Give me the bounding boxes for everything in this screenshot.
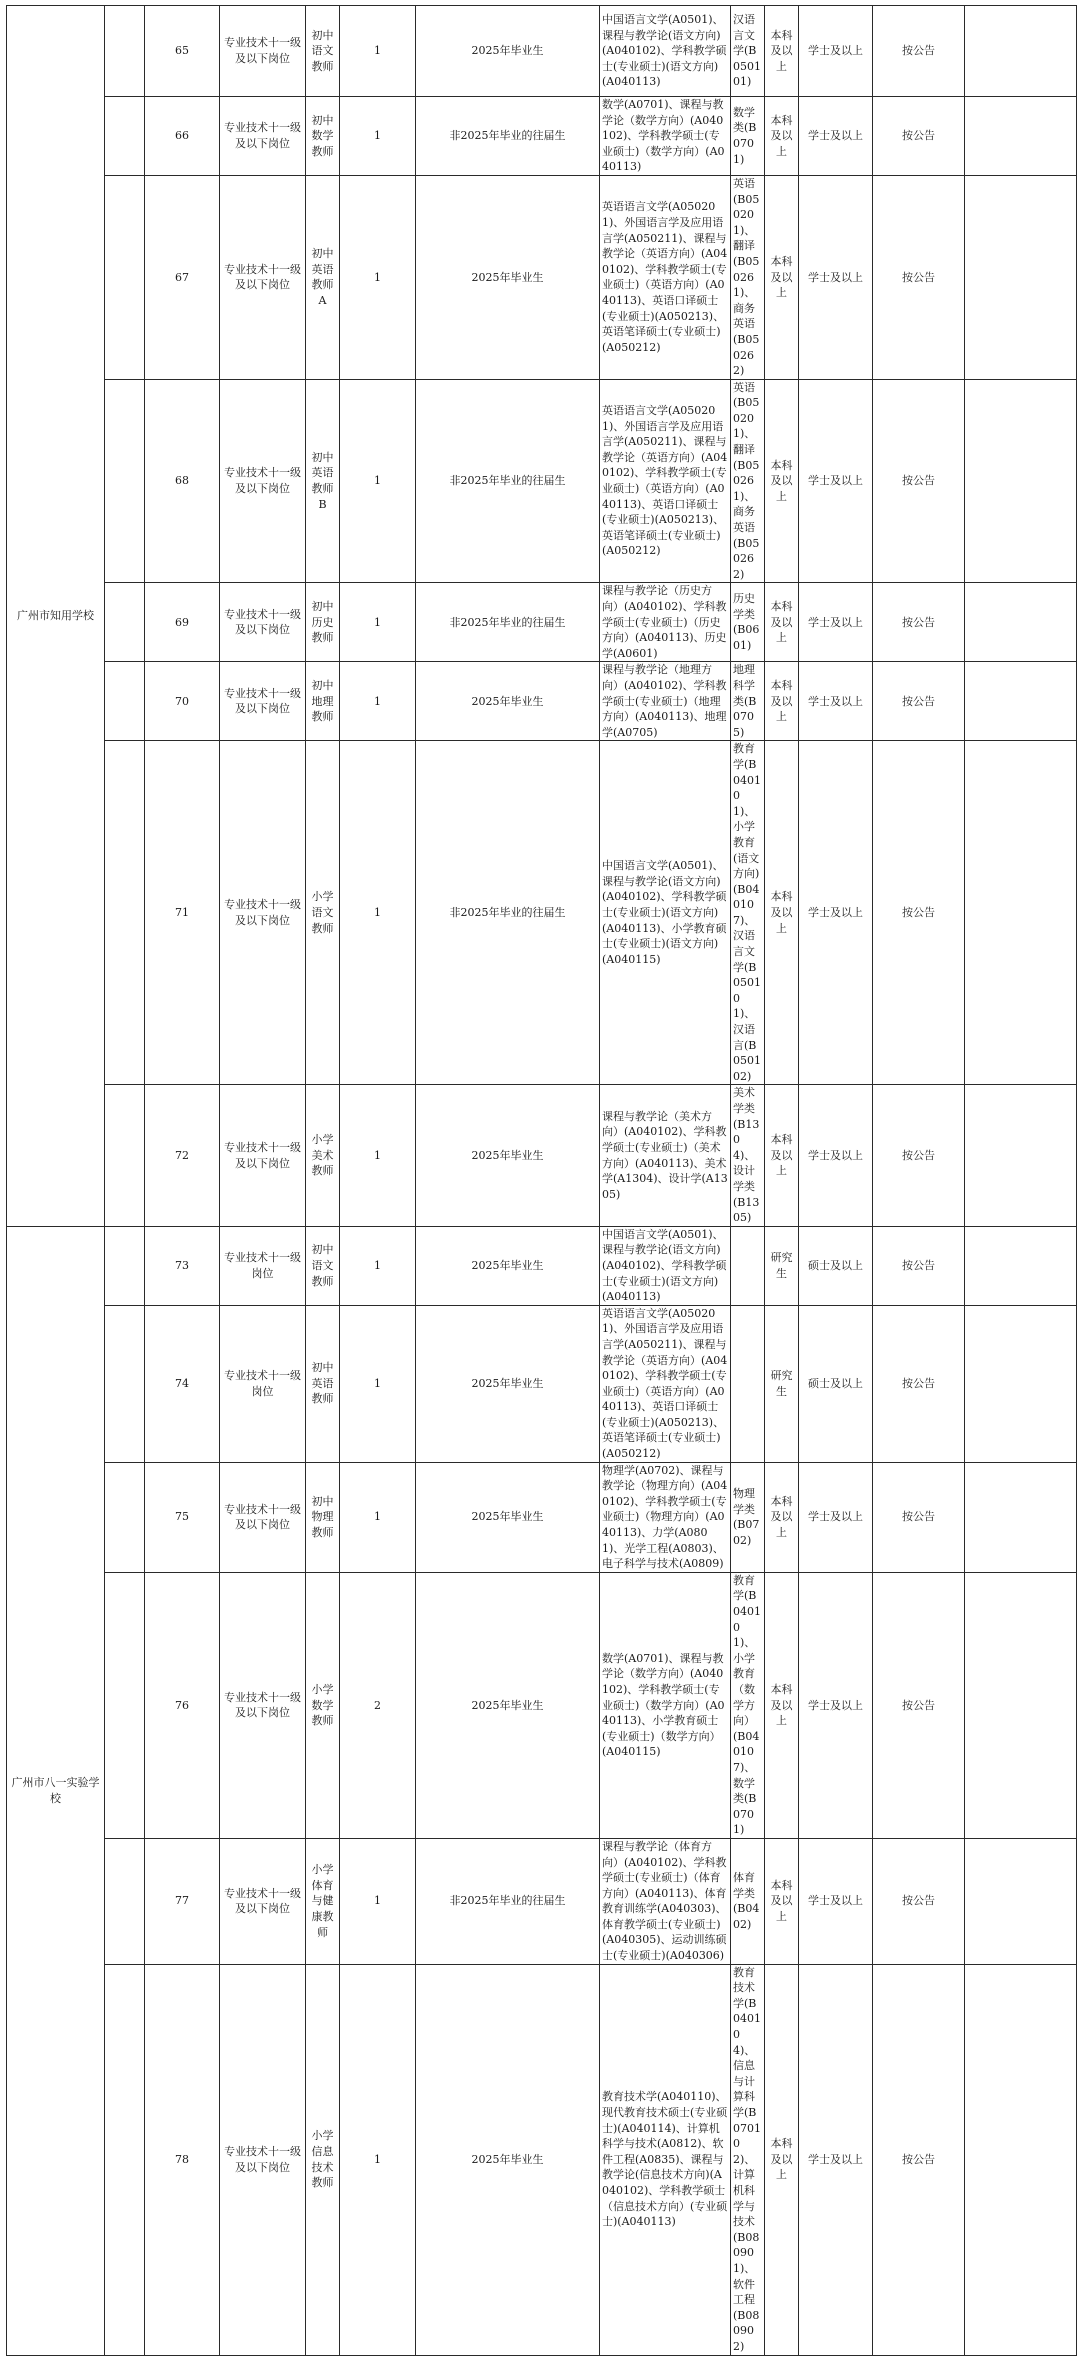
master-major-requirement: 中国语言文学(A0501)、课程与教学论(语文方向)(A040102)、学科教学硕士(专业硕士)(语文方向)(A040113)、小学教育硕士(专业硕士)(语文方向)(A040115) [600,741,731,1085]
degree-requirement: 学士及以上 [799,97,873,176]
education-requirement: 本科及以上 [765,583,799,662]
other-requirement: 按公告 [873,1462,965,1572]
education-requirement: 本科及以上 [765,97,799,176]
remark-cell [965,175,1077,379]
recruitment-table [6,5,1077,2356]
other-requirement: 按公告 [873,662,965,741]
post-level: 专业技术十一级及以下岗位 [220,6,306,97]
empty-cell [105,6,145,97]
education-requirement: 本科及以上 [765,741,799,1085]
position-name: 初中历史教师 [306,583,340,662]
position-name: 小学美术教师 [306,1085,340,1226]
position-number: 68 [145,379,220,583]
empty-cell [105,175,145,379]
hiring-count: 1 [340,1226,416,1305]
table-row [7,1226,1077,1305]
empty-cell [105,583,145,662]
education-requirement: 本科及以上 [765,379,799,583]
education-requirement: 研究生 [765,1305,799,1462]
master-major-requirement: 中国语言文学(A0501)、课程与教学论(语文方向)(A040102)、学科教学硕士(专业硕士)(语文方向)(A040113) [600,6,731,97]
post-level: 专业技术十一级及以下岗位 [220,1838,306,1964]
position-number: 65 [145,6,220,97]
position-name: 初中英语教师B [306,379,340,583]
master-major-requirement: 数学(A0701)、课程与教学论（数学方向）(A040102)、学科教学硕士(专业硕士)（数学方向）(A040113) [600,97,731,176]
empty-cell [105,1838,145,1964]
degree-requirement: 学士及以上 [799,379,873,583]
master-major-requirement: 课程与教学论（体育方向）(A040102)、学科教学硕士(专业硕士)（体育方向）(A040113)、体育教育训练学(A040303)、体育教学硕士(专业硕士)(A040305)、运动训练硕士(专业硕士)(A040306) [600,1838,731,1964]
post-level: 专业技术十一级及以下岗位 [220,97,306,176]
bachelor-major-requirement: 教育学(B040101)、小学教育(语文方向)(B040107)、汉语言文学(B050101)、汉语言(B050102) [731,741,765,1085]
position-name: 初中地理教师 [306,662,340,741]
bachelor-major-requirement: 英语(B050201)、翻译(B050261)、商务英语(B050262) [731,175,765,379]
applicant-type: 2025年毕业生 [416,1964,600,2355]
degree-requirement: 硕士及以上 [799,1305,873,1462]
bachelor-major-requirement [731,1305,765,1462]
table-row [7,97,1077,176]
bachelor-major-requirement: 数学类(B0701) [731,97,765,176]
remark-cell [965,1572,1077,1838]
position-number: 71 [145,741,220,1085]
degree-requirement: 学士及以上 [799,1085,873,1226]
table-row [7,1572,1077,1838]
table-row [7,1462,1077,1572]
position-name: 初中语文教师 [306,1226,340,1305]
bachelor-major-requirement: 美术学类(B1304)、设计学类(B1305) [731,1085,765,1226]
applicant-type: 非2025年毕业的往届生 [416,741,600,1085]
remark-cell [965,1838,1077,1964]
degree-requirement: 学士及以上 [799,741,873,1085]
remark-cell [965,1305,1077,1462]
empty-cell [105,379,145,583]
remark-cell [965,583,1077,662]
education-requirement: 本科及以上 [765,662,799,741]
degree-requirement: 学士及以上 [799,6,873,97]
degree-requirement: 学士及以上 [799,1462,873,1572]
degree-requirement: 学士及以上 [799,1964,873,2355]
applicant-type: 2025年毕业生 [416,1085,600,1226]
remark-cell [965,1462,1077,1572]
empty-cell [105,741,145,1085]
education-requirement: 本科及以上 [765,175,799,379]
applicant-type: 非2025年毕业的往届生 [416,97,600,176]
other-requirement: 按公告 [873,741,965,1085]
master-major-requirement: 数学(A0701)、课程与教学论（数学方向）(A040102)、学科教学硕士(专业硕士)（数学方向）(A040113)、小学教育硕士(专业硕士)（数学方向）(A040115) [600,1572,731,1838]
position-number: 75 [145,1462,220,1572]
bachelor-major-requirement: 教育学(B040101)、小学教育（数学方向）(B040107)、数学类(B0701) [731,1572,765,1838]
bachelor-major-requirement: 教育技术学(B040104)、信息与计算科学(B070102)、计算机科学与技术(B080901)、软件工程(B080902) [731,1964,765,2355]
position-name: 初中物理教师 [306,1462,340,1572]
degree-requirement: 学士及以上 [799,1838,873,1964]
applicant-type: 2025年毕业生 [416,1462,600,1572]
position-number: 78 [145,1964,220,2355]
other-requirement: 按公告 [873,1572,965,1838]
applicant-type: 非2025年毕业的往届生 [416,1838,600,1964]
degree-requirement: 学士及以上 [799,583,873,662]
applicant-type: 2025年毕业生 [416,662,600,741]
position-name: 小学数学教师 [306,1572,340,1838]
empty-cell [105,1964,145,2355]
employer-name: 广州市知用学校 [7,6,105,1227]
empty-cell [105,1085,145,1226]
applicant-type: 2025年毕业生 [416,175,600,379]
remark-cell [965,662,1077,741]
post-level: 专业技术十一级及以下岗位 [220,1572,306,1838]
master-major-requirement: 英语语言文学(A050201)、外国语言学及应用语言学(A050211)、课程与教学论（英语方向）(A040102)、学科教学硕士(专业硕士)（英语方向）(A040113)、英语口译硕士(专业硕士)(A050213)、英语笔译硕士(专业硕士)(A050212) [600,1305,731,1462]
table-row [7,6,1077,97]
other-requirement: 按公告 [873,1964,965,2355]
position-name: 初中英语教师 [306,1305,340,1462]
education-requirement: 本科及以上 [765,1572,799,1838]
other-requirement: 按公告 [873,1226,965,1305]
other-requirement: 按公告 [873,175,965,379]
position-name: 小学信息技术教师 [306,1964,340,2355]
post-level: 专业技术十一级及以下岗位 [220,379,306,583]
degree-requirement: 学士及以上 [799,1572,873,1838]
position-number: 72 [145,1085,220,1226]
table-row [7,1964,1077,2355]
applicant-type: 非2025年毕业的往届生 [416,583,600,662]
hiring-count: 1 [340,1305,416,1462]
position-number: 74 [145,1305,220,1462]
hiring-count: 1 [340,97,416,176]
empty-cell [105,1305,145,1462]
employer-name: 广州市八一实验学校 [7,1226,105,2355]
other-requirement: 按公告 [873,1838,965,1964]
hiring-count: 1 [340,583,416,662]
position-name: 初中数学教师 [306,97,340,176]
education-requirement: 本科及以上 [765,6,799,97]
position-number: 76 [145,1572,220,1838]
hiring-count: 1 [340,662,416,741]
remark-cell [965,1226,1077,1305]
hiring-count: 1 [340,6,416,97]
post-level: 专业技术十一级岗位 [220,1226,306,1305]
bachelor-major-requirement: 体育学类(B0402) [731,1838,765,1964]
empty-cell [105,662,145,741]
remark-cell [965,1964,1077,2355]
other-requirement: 按公告 [873,379,965,583]
table-row [7,1838,1077,1964]
position-number: 67 [145,175,220,379]
education-requirement: 本科及以上 [765,1838,799,1964]
empty-cell [105,1462,145,1572]
hiring-count: 1 [340,1964,416,2355]
master-major-requirement: 英语语言文学(A050201)、外国语言学及应用语言学(A050211)、课程与教学论（英语方向）(A040102)、学科教学硕士(专业硕士)（英语方向）(A040113)、英语口译硕士(专业硕士)(A050213)、英语笔译硕士(专业硕士)(A050212) [600,379,731,583]
other-requirement: 按公告 [873,1305,965,1462]
post-level: 专业技术十一级及以下岗位 [220,1964,306,2355]
position-name: 小学体育与健康教师 [306,1838,340,1964]
post-level: 专业技术十一级及以下岗位 [220,662,306,741]
table-row [7,741,1077,1085]
empty-cell [105,1572,145,1838]
post-level: 专业技术十一级岗位 [220,1305,306,1462]
position-name: 初中语文教师 [306,6,340,97]
master-major-requirement: 课程与教学论（地理方向）(A040102)、学科教学硕士(专业硕士)（地理方向）(A040113)、地理学(A0705) [600,662,731,741]
table-row [7,175,1077,379]
bachelor-major-requirement [731,1226,765,1305]
degree-requirement: 硕士及以上 [799,1226,873,1305]
master-major-requirement: 物理学(A0702)、课程与教学论（物理方向）(A040102)、学科教学硕士(专业硕士)（物理方向）(A040113)、力学(A0801)、光学工程(A0803)、电子科学与技术(A0809) [600,1462,731,1572]
education-requirement: 研究生 [765,1226,799,1305]
hiring-count: 2 [340,1572,416,1838]
position-name: 小学语文教师 [306,741,340,1085]
hiring-count: 1 [340,175,416,379]
applicant-type: 2025年毕业生 [416,1572,600,1838]
empty-cell [105,97,145,176]
remark-cell [965,379,1077,583]
table-row [7,1085,1077,1226]
applicant-type: 2025年毕业生 [416,1226,600,1305]
other-requirement: 按公告 [873,583,965,662]
empty-cell [105,1226,145,1305]
education-requirement: 本科及以上 [765,1964,799,2355]
position-number: 70 [145,662,220,741]
hiring-count: 1 [340,1838,416,1964]
position-number: 73 [145,1226,220,1305]
remark-cell [965,6,1077,97]
table-row [7,379,1077,583]
other-requirement: 按公告 [873,6,965,97]
remark-cell [965,1085,1077,1226]
remark-cell [965,741,1077,1085]
table-row [7,583,1077,662]
other-requirement: 按公告 [873,97,965,176]
table-row [7,1305,1077,1462]
education-requirement: 本科及以上 [765,1462,799,1572]
post-level: 专业技术十一级及以下岗位 [220,1085,306,1226]
master-major-requirement: 教育技术学(A040110)、现代教育技术硕士(专业硕士)(A040114)、计算机科学与技术(A0812)、软件工程(A0835)、课程与教学论(信息技术方向)(A040102)、学科教学硕士（信息技术方向）(专业硕士)(A040113) [600,1964,731,2355]
bachelor-major-requirement: 物理学类(B0702) [731,1462,765,1572]
bachelor-major-requirement: 地理科学类(B0705) [731,662,765,741]
hiring-count: 1 [340,1085,416,1226]
post-level: 专业技术十一级及以下岗位 [220,175,306,379]
remark-cell [965,97,1077,176]
master-major-requirement: 中国语言文学(A0501)、课程与教学论(语文方向)(A040102)、学科教学硕士(专业硕士)(语文方向)(A040113) [600,1226,731,1305]
table-row [7,662,1077,741]
applicant-type: 非2025年毕业的往届生 [416,379,600,583]
position-number: 69 [145,583,220,662]
applicant-type: 2025年毕业生 [416,6,600,97]
master-major-requirement: 英语语言文学(A050201)、外国语言学及应用语言学(A050211)、课程与教学论（英语方向）(A040102)、学科教学硕士(专业硕士)（英语方向）(A040113)、英语口译硕士(专业硕士)(A050213)、英语笔译硕士(专业硕士)(A050212) [600,175,731,379]
position-name: 初中英语教师A [306,175,340,379]
position-number: 66 [145,97,220,176]
post-level: 专业技术十一级及以下岗位 [220,741,306,1085]
post-level: 专业技术十一级及以下岗位 [220,583,306,662]
bachelor-major-requirement: 汉语言文学(B050101) [731,6,765,97]
bachelor-major-requirement: 历史学类(B0601) [731,583,765,662]
master-major-requirement: 课程与教学论（历史方向）(A040102)、学科教学硕士(专业硕士)（历史方向）(A040113)、历史学(A0601) [600,583,731,662]
education-requirement: 本科及以上 [765,1085,799,1226]
hiring-count: 1 [340,1462,416,1572]
degree-requirement: 学士及以上 [799,662,873,741]
master-major-requirement: 课程与教学论（美术方向）(A040102)、学科教学硕士(专业硕士)（美术方向）(A040113)、美术学(A1304)、设计学(A1305) [600,1085,731,1226]
applicant-type: 2025年毕业生 [416,1305,600,1462]
position-number: 77 [145,1838,220,1964]
other-requirement: 按公告 [873,1085,965,1226]
hiring-count: 1 [340,379,416,583]
hiring-count: 1 [340,741,416,1085]
bachelor-major-requirement: 英语(B050201)、翻译(B050261)、商务英语(B050262) [731,379,765,583]
degree-requirement: 学士及以上 [799,175,873,379]
post-level: 专业技术十一级及以下岗位 [220,1462,306,1572]
